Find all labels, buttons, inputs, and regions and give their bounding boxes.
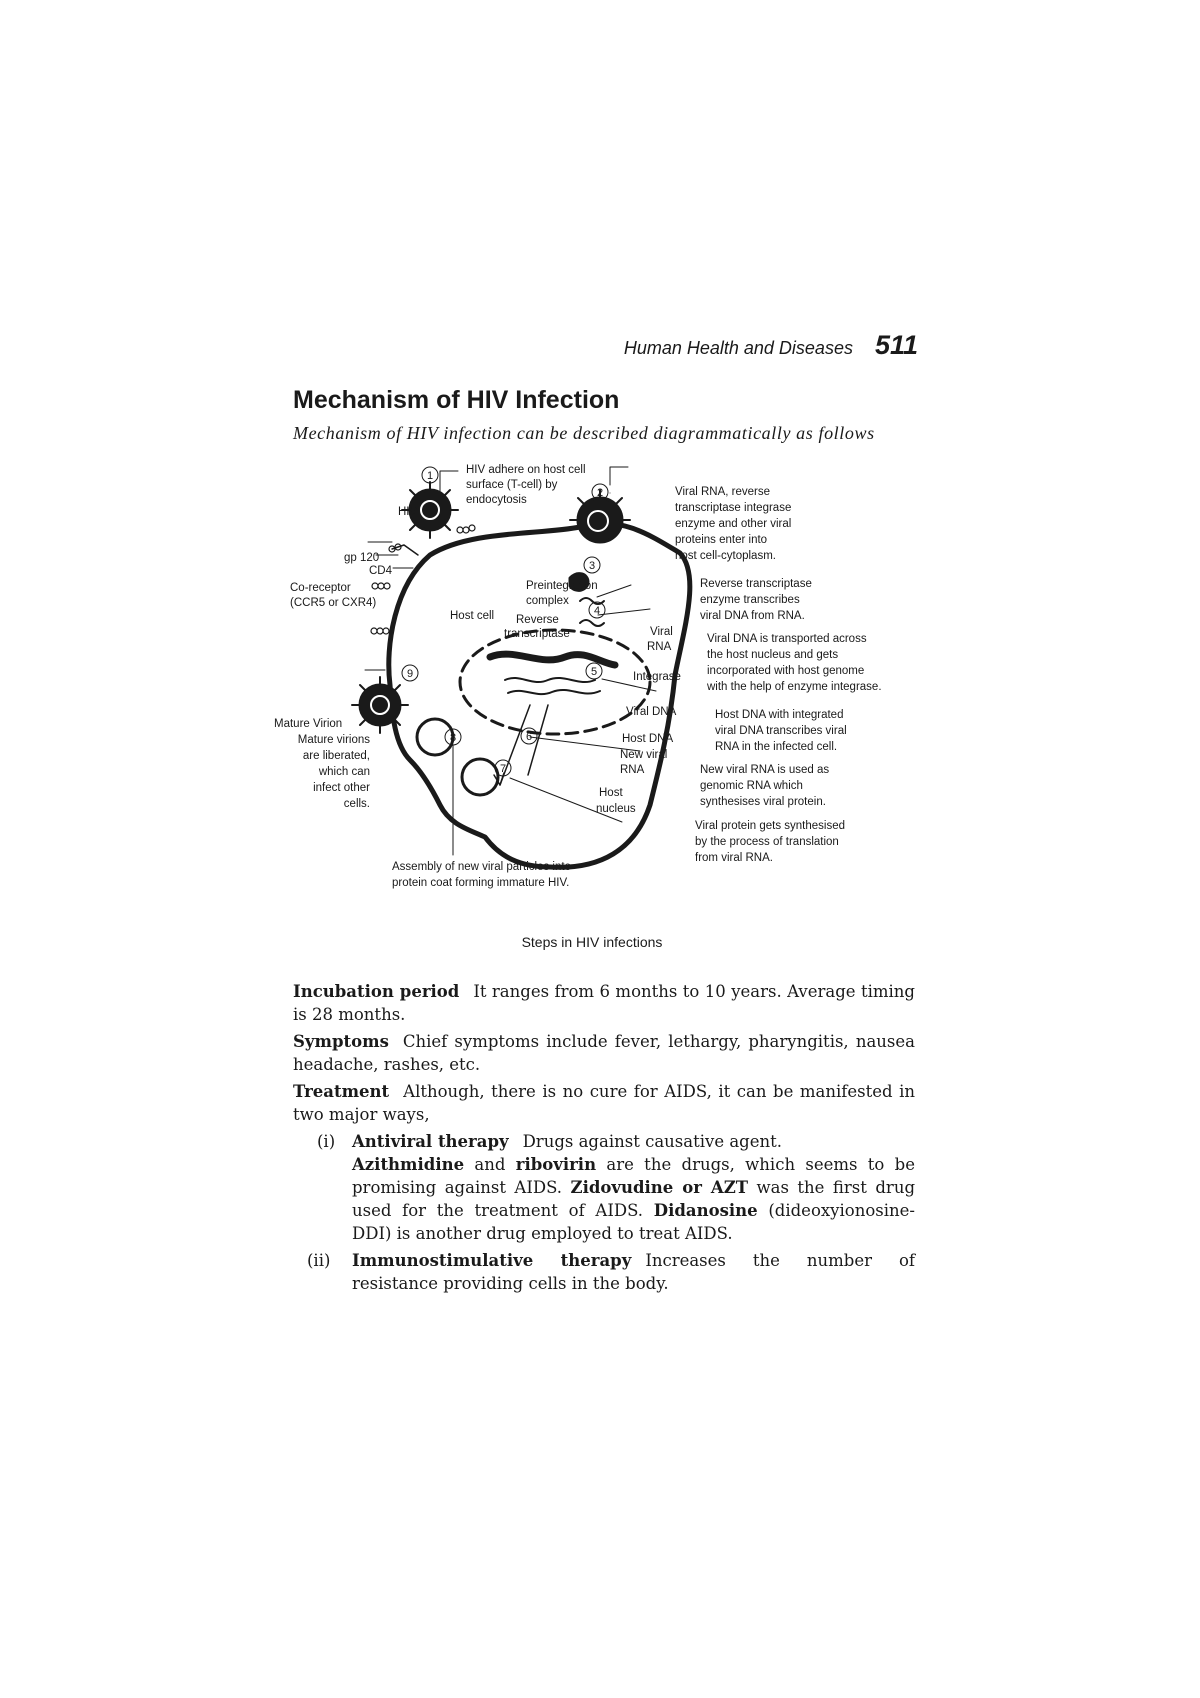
label-viral-dna: Viral DNA [626,706,677,718]
label-reverse: Reverse [516,614,559,626]
immunostimulative-text: Increases the number of resistance providing cells in the body. [352,1251,915,1293]
note-step-7-line-2: by the process of translation [695,836,839,848]
note-step-1-line-2: surface (T-cell) by [466,479,558,491]
note-step-1-line-1: HIV adhere on host cell [466,464,586,476]
label-preintegration: Preintegration [526,580,598,592]
note-step-9-line-3: which can [318,766,370,778]
label-coreceptor-type: (CCR5 or CXR4) [290,597,377,609]
note-step-6-line-2: genomic RNA which [700,780,803,792]
section-intro: Mechanism of HIV infection can be described diagrammatically as follows [293,423,875,443]
note-step-4-line-1: Viral DNA is transported across [707,633,867,645]
note-step-3-line-3: viral DNA from RNA. [700,610,805,622]
label-new-viral: New viral [620,749,668,761]
step-9-number: 9 [406,668,414,680]
note-step-4-line-2: the host nucleus and gets [707,649,839,661]
note-step-1-line-3: endocytosis [466,494,527,506]
drug-and: and [474,1155,506,1174]
step-2-number: 2 [596,487,604,499]
incubation-paragraph [293,980,915,1026]
note-step-9-line-2: are liberated, [302,750,370,762]
list-marker-ii: (ii) [307,1251,331,1270]
step-4-number: 4 [593,605,601,617]
budding-virion [417,719,453,755]
running-header [624,330,918,361]
label-gp120: gp 120 [344,552,380,564]
label-host: Host [599,787,623,799]
step-5-number: 5 [590,666,598,678]
note-step-2-line-5: host cell-cytoplasm. [675,550,776,562]
note-step-9-line-4: infect other [313,782,370,794]
note-step-3-line-2: enzyme transcribes [700,594,800,606]
drug-azithmidine: Azithmidine [352,1155,465,1174]
note-step-9-line-1: Mature virions [297,734,370,746]
list-item-antiviral [293,1130,915,1245]
list-marker-i: (i) [317,1132,336,1151]
label-transcriptase: transcriptase [504,628,570,640]
note-step-6-line-1: New viral RNA is used as [700,764,830,776]
symptoms-paragraph [293,1030,915,1076]
immature-virion [462,759,498,795]
hiv-infection-diagram [274,464,930,965]
list-item-immunostimulative [293,1249,915,1295]
page-number: 511 [874,330,918,360]
step-1-number: 1 [426,470,434,482]
host-cell-membrane [389,523,690,867]
symptoms-text: Chief symptoms include fever, lethargy, pharyngitis, nausea headache, rashes, etc. [293,1032,915,1074]
section-title: Mechanism of HIV Infection [293,386,620,414]
step-3-number: 3 [588,560,596,572]
note-step-2-line-4: proteins enter into [675,534,768,546]
label-host-cell: Host cell [450,610,495,622]
step-7-number: 7 [499,763,507,775]
label-host-dna: Host DNA [622,733,674,745]
symptoms-term: Symptoms [293,1032,389,1051]
label-integrase: Integrase [633,671,681,683]
step-8-number: 8 [449,732,457,744]
note-step-3-line-1: Reverse transcriptase [700,578,812,590]
note-step-8-line-1: Assembly of new viral particles into [392,861,571,873]
note-step-2-line-2: transcriptase integrase [675,502,792,514]
note-step-4-line-3: incorporated with host genome [707,665,865,677]
label-preintegration-complex: complex [526,595,569,607]
treatment-text: Although, there is no cure for AIDS, it can be manifested in two major ways, [293,1082,915,1124]
note-step-9-line-5: cells. [343,798,370,810]
antiviral-term: Antiviral therapy [352,1132,509,1151]
label-new-viral-rna: RNA [620,764,645,776]
immunostimulative-term: Immunostimulative therapy [352,1251,632,1270]
note-step-7-line-3: from viral RNA. [695,852,773,864]
drug-text-3: (dideoxyionosine-DDI) is another drug employed to treat AIDS. [352,1201,915,1243]
label-host-nucleus: nucleus [596,803,636,815]
note-step-8-line-2: protein coat forming immature HIV. [392,877,570,889]
body-text [293,980,915,1299]
running-title: Human Health and Diseases [623,338,853,358]
note-step-5-line-3: RNA in the infected cell. [715,741,838,753]
antiviral-text: Drugs against causative agent. [522,1132,782,1151]
treatment-paragraph [293,1080,915,1126]
label-mature-virion: Mature Virion [274,718,343,730]
host-nucleus-outline [460,630,650,734]
note-step-2-line-3: enzyme and other viral [675,518,792,530]
label-hiv: HIV [398,506,418,518]
figure-caption: Steps in HIV infections [521,934,663,950]
treatment-term: Treatment [293,1082,390,1101]
incubation-text: It ranges from 6 months to 10 years. Average timing is 28 months. [293,982,915,1024]
note-step-4-line-4: with the help of enzyme integrase. [707,681,882,693]
drug-text-1: are the drugs, which seems to be promising against AIDS. [352,1155,915,1197]
drug-didanosine: Didanosine [653,1201,758,1220]
incubation-term: Incubation period [293,982,460,1001]
cd4-receptor [392,545,418,555]
drug-ribovirin: ribovirin [515,1155,597,1174]
label-viral-rna: RNA [647,641,672,653]
label-viral: Viral [650,626,673,638]
drug-text-2: was the first drug used for the treatment of AIDS. [352,1178,916,1220]
note-step-6-line-3: synthesises viral protein. [700,796,826,808]
note-step-5-line-1: Host DNA with integrated [715,709,844,721]
note-step-2-line-1: Viral RNA, reverse [675,486,771,498]
step-6-number: 6 [525,731,533,743]
label-cd4: CD4 [369,565,393,577]
drug-zidovudine: Zidovudine or AZT [570,1178,749,1197]
note-step-7-line-1: Viral protein gets synthesised [695,820,846,832]
note-step-5-line-2: viral DNA transcribes viral [715,725,847,737]
label-coreceptor: Co-receptor [290,582,351,594]
